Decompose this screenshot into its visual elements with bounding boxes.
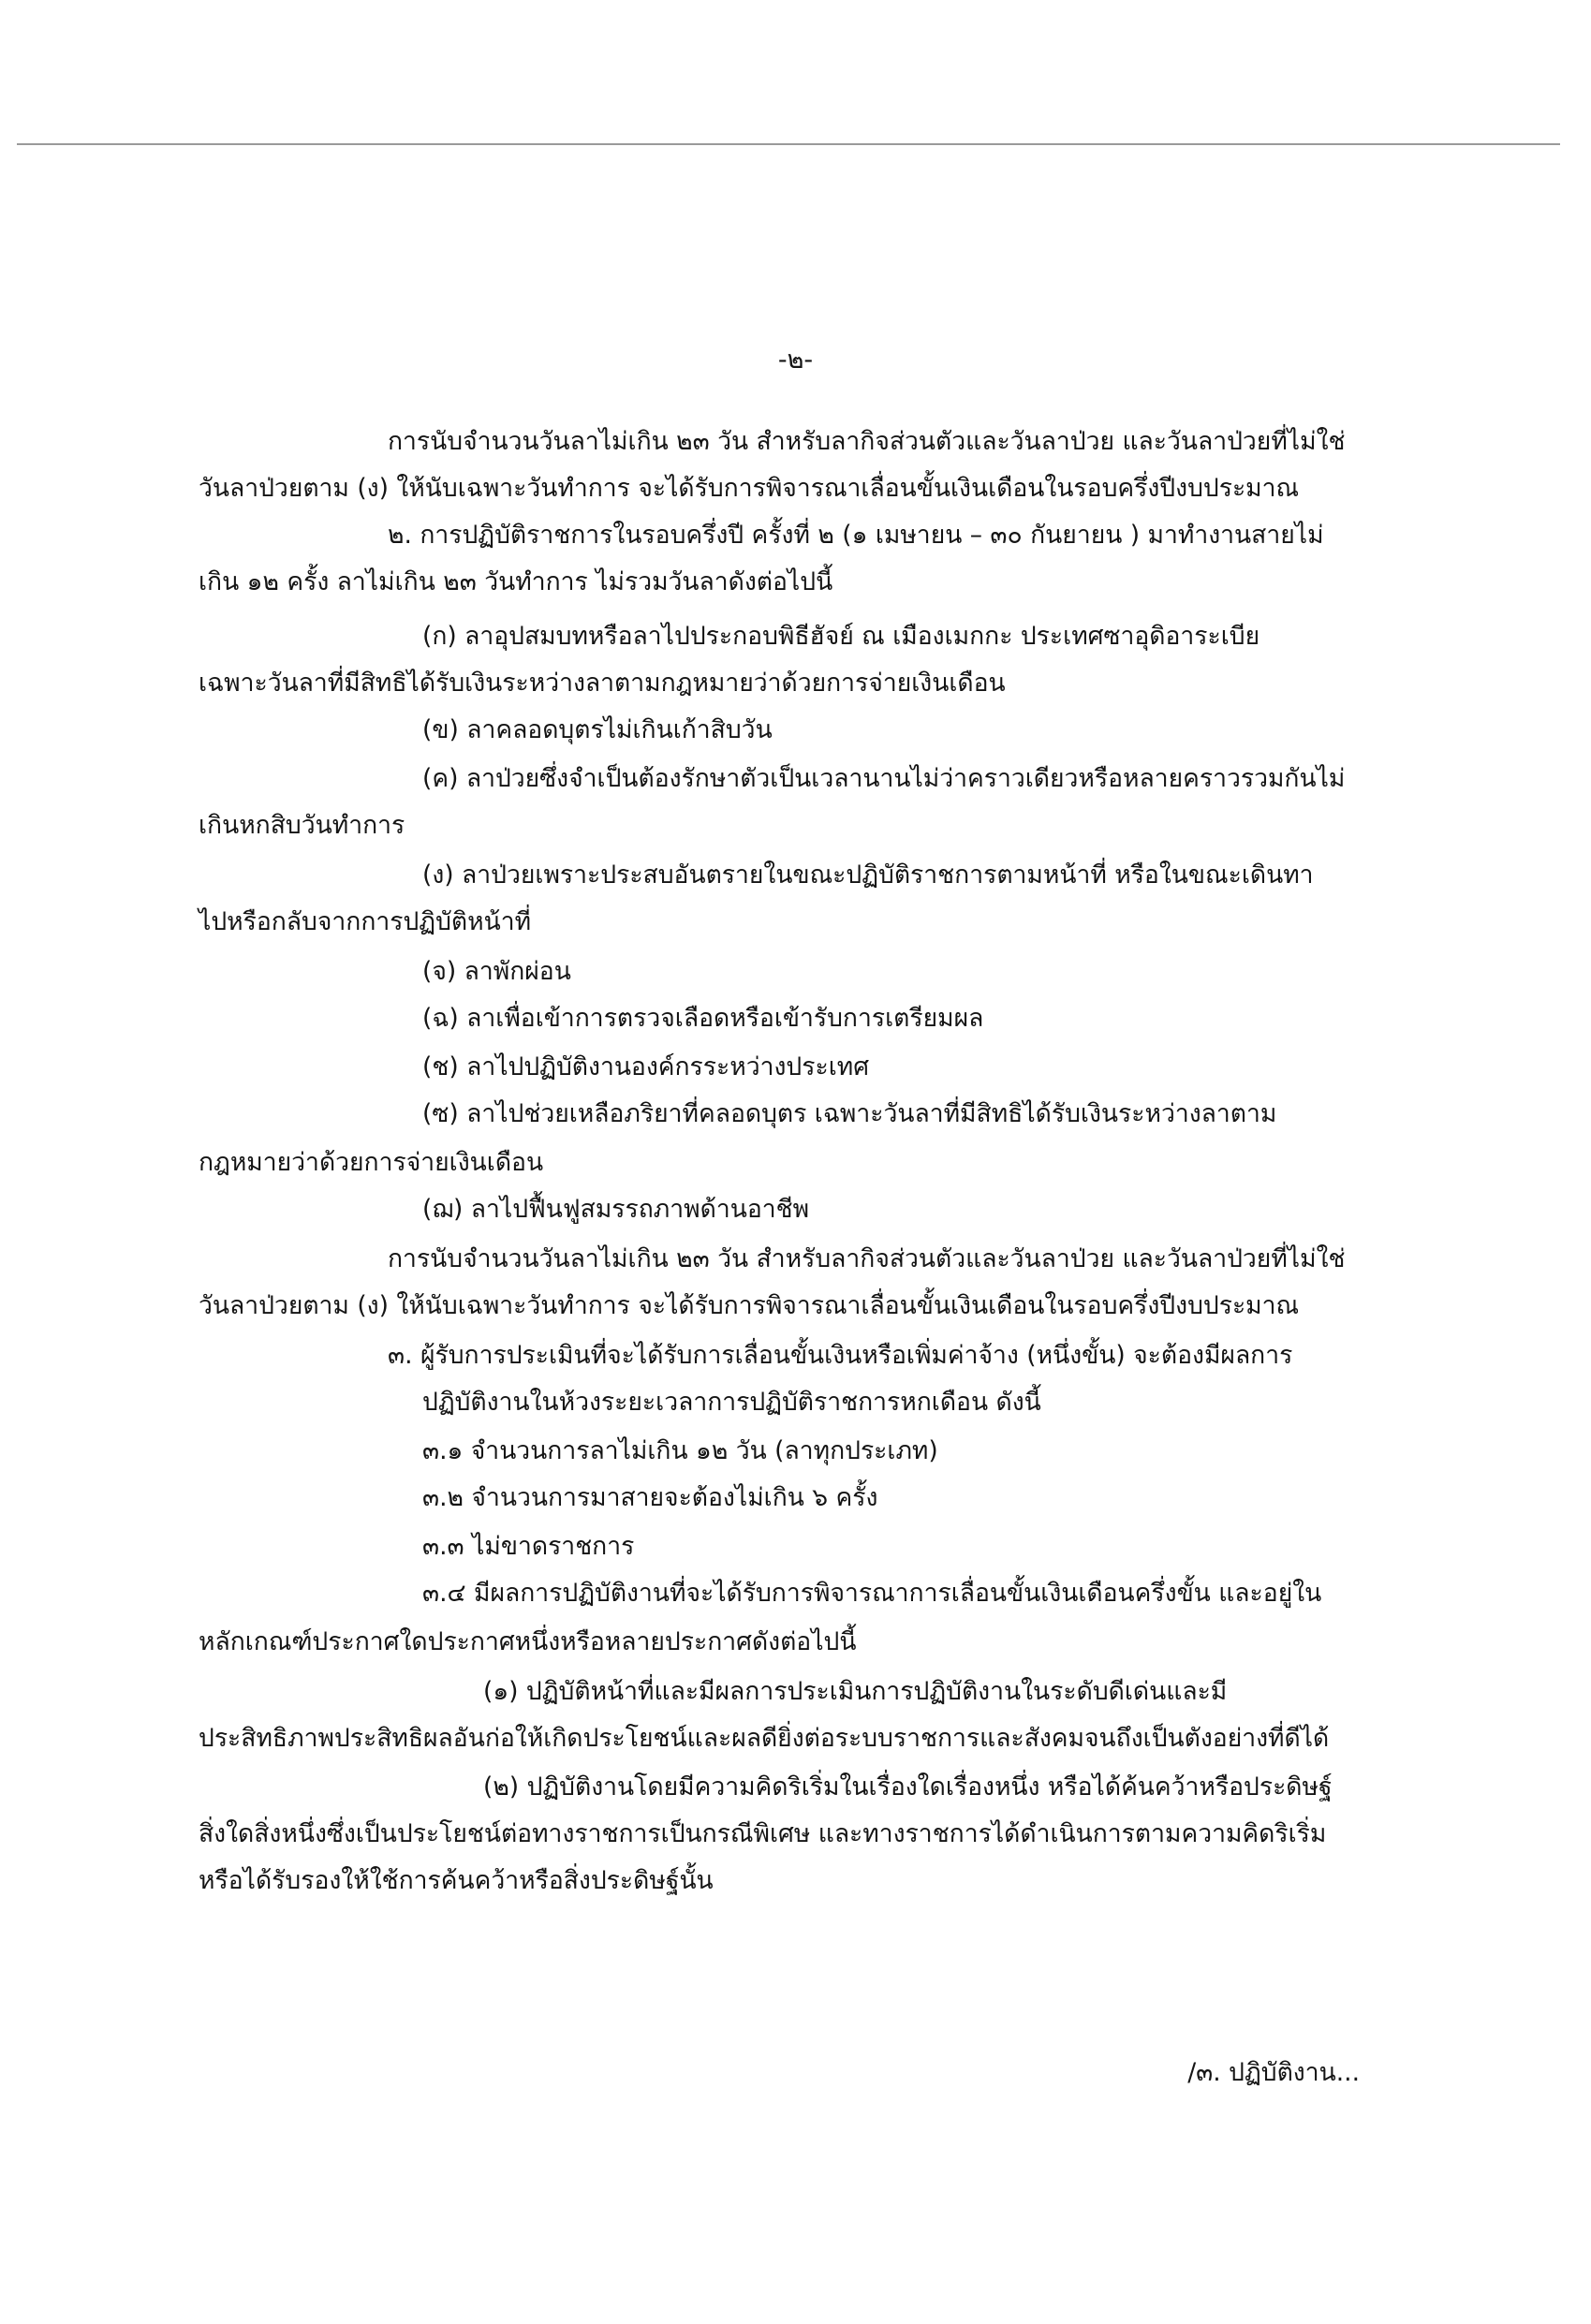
paragraph-line: (๑) ปฏิบัติหน้าที่และมีผลการประเมินการปฏิบัติงานในระดับดีเด่นและมี: [483, 1677, 1228, 1706]
paragraph-line: หรือได้รับรองให้ใช้การค้นคว้าหรือสิ่งประดิษฐ์นั้น: [199, 1866, 714, 1895]
paragraph-line: ๓.๔ มีผลการปฏิบัติงานที่จะได้รับการพิจารณาการเลื่อนขั้นเงินเดือนครึ่งขั้น และอยู่ใน: [422, 1579, 1322, 1608]
paragraph-line: กฎหมายว่าด้วยการจ่ายเงินเดือน: [199, 1148, 544, 1177]
header-divider: [17, 143, 1560, 145]
paragraph-line: (ค) ลาป่วยซึ่งจำเป็นต้องรักษาตัวเป็นเวลานานไม่ว่าคราวเดียวหรือหลายคราวรวมกันไม่: [422, 764, 1346, 793]
paragraph-line: ๒. การปฏิบัติราชการในรอบครึ่งปี ครั้งที่ ๒ (๑ เมษายน – ๓๐ กันยายน ) มาทำงานสายไม่: [388, 521, 1324, 550]
paragraph-line: (ฉ) ลาเพื่อเข้าการตรวจเลือดหรือเข้ารับการเตรียมผล: [422, 1004, 984, 1033]
paragraph-line: (ข) ลาคลอดบุตรไม่เกินเก้าสิบวัน: [422, 715, 773, 744]
paragraph-line: สิ่งใดสิ่งหนึ่งซึ่งเป็นประโยชน์ต่อทางราชการเป็นกรณีพิเศษ และทางราชการได้ดำเนินการตามความคิดริเริ่ม: [199, 1819, 1327, 1848]
paragraph-line: ๓. ผู้รับการประเมินที่จะได้รับการเลื่อนขั้นเงินหรือเพิ่มค่าจ้าง (หนึ่งขั้น) จะต้องมีผลการ: [388, 1341, 1293, 1370]
paragraph-line: (ฌ) ลาไปฟื้นฟูสมรรถภาพด้านอาชีพ: [422, 1195, 810, 1224]
page-number: -๒-: [777, 346, 814, 375]
paragraph-line: การนับจำนวนวันลาไม่เกิน ๒๓ วัน สำหรับลากิจส่วนตัวและวันลาป่วย และวันลาป่วยที่ไม่ใช่: [388, 427, 1346, 456]
paragraph-line: เกิน ๑๒ ครั้ง ลาไม่เกิน ๒๓ วันทำการ ไม่รวมวันลาดังต่อไปนี้: [199, 567, 833, 596]
paragraph-line: (๒) ปฏิบัติงานโดยมีความคิดริเริ่มในเรื่องใดเรื่องหนึ่ง หรือได้ค้นคว้าหรือประดิษฐ์: [483, 1772, 1333, 1802]
paragraph-line: (ง) ลาป่วยเพราะประสบอันตรายในขณะปฏิบัติราชการตามหน้าที่ หรือในขณะเดินทา: [422, 860, 1314, 890]
paragraph-line: ๓.๑ จำนวนการลาไม่เกิน ๑๒ วัน (ลาทุกประเภท): [422, 1436, 938, 1465]
paragraph-line: เฉพาะวันลาที่มีสิทธิได้รับเงินระหว่างลาตามกฎหมายว่าด้วยการจ่ายเงินเดือน: [199, 669, 1006, 698]
paragraph-line: เกินหกสิบวันทำการ: [199, 811, 405, 840]
paragraph-line: วันลาป่วยตาม (ง) ให้นับเฉพาะวันทำการ จะได้รับการพิจารณาเลื่อนขั้นเงินเดือนในรอบครึ่งปีงบประมาณ: [199, 474, 1300, 503]
paragraph-line: วันลาป่วยตาม (ง) ให้นับเฉพาะวันทำการ จะได้รับการพิจารณาเลื่อนขั้นเงินเดือนในรอบครึ่งปีงบประมาณ: [199, 1291, 1300, 1320]
paragraph-line: (ก) ลาอุปสมบทหรือลาไปประกอบพิธีฮัจย์ ณ เมืองเมกกะ ประเทศซาอุดิอาระเบีย: [422, 622, 1260, 651]
paragraph-line: ๓.๓ ไม่ขาดราชการ: [422, 1532, 635, 1561]
continuation-note: /๓. ปฏิบัติงาน...: [1187, 2058, 1360, 2087]
paragraph-line: การนับจำนวนวันลาไม่เกิน ๒๓ วัน สำหรับลากิจส่วนตัวและวันลาป่วย และวันลาป่วยที่ไม่ใช่: [388, 1244, 1346, 1273]
paragraph-line: (ซ) ลาไปช่วยเหลือภริยาที่คลอดบุตร เฉพาะวันลาที่มีสิทธิได้รับเงินระหว่างลาตาม: [422, 1099, 1277, 1128]
paragraph-line: ๓.๒ จำนวนการมาสายจะต้องไม่เกิน ๖ ครั้ง: [422, 1483, 878, 1512]
paragraph-line: ไปหรือกลับจากการปฏิบัติหน้าที่: [199, 907, 532, 936]
paragraph-line: หลักเกณฑ์ประกาศใดประกาศหนึ่งหรือหลายประกาศดังต่อไปนี้: [199, 1627, 857, 1656]
paragraph-line: (ช) ลาไปปฏิบัติงานองค์กรระหว่างประเทศ: [422, 1052, 870, 1081]
paragraph-line: (จ) ลาพักผ่อน: [422, 957, 571, 986]
paragraph-line: ปฏิบัติงานในห้วงระยะเวลาการปฏิบัติราชการหกเดือน ดังนี้: [422, 1388, 1041, 1417]
paragraph-line: ประสิทธิภาพประสิทธิผลอันก่อให้เกิดประโยชน์และผลดียิ่งต่อระบบราชการและสังคมจนถึงเป็นตังอย่างที่ดีได้: [199, 1724, 1330, 1753]
